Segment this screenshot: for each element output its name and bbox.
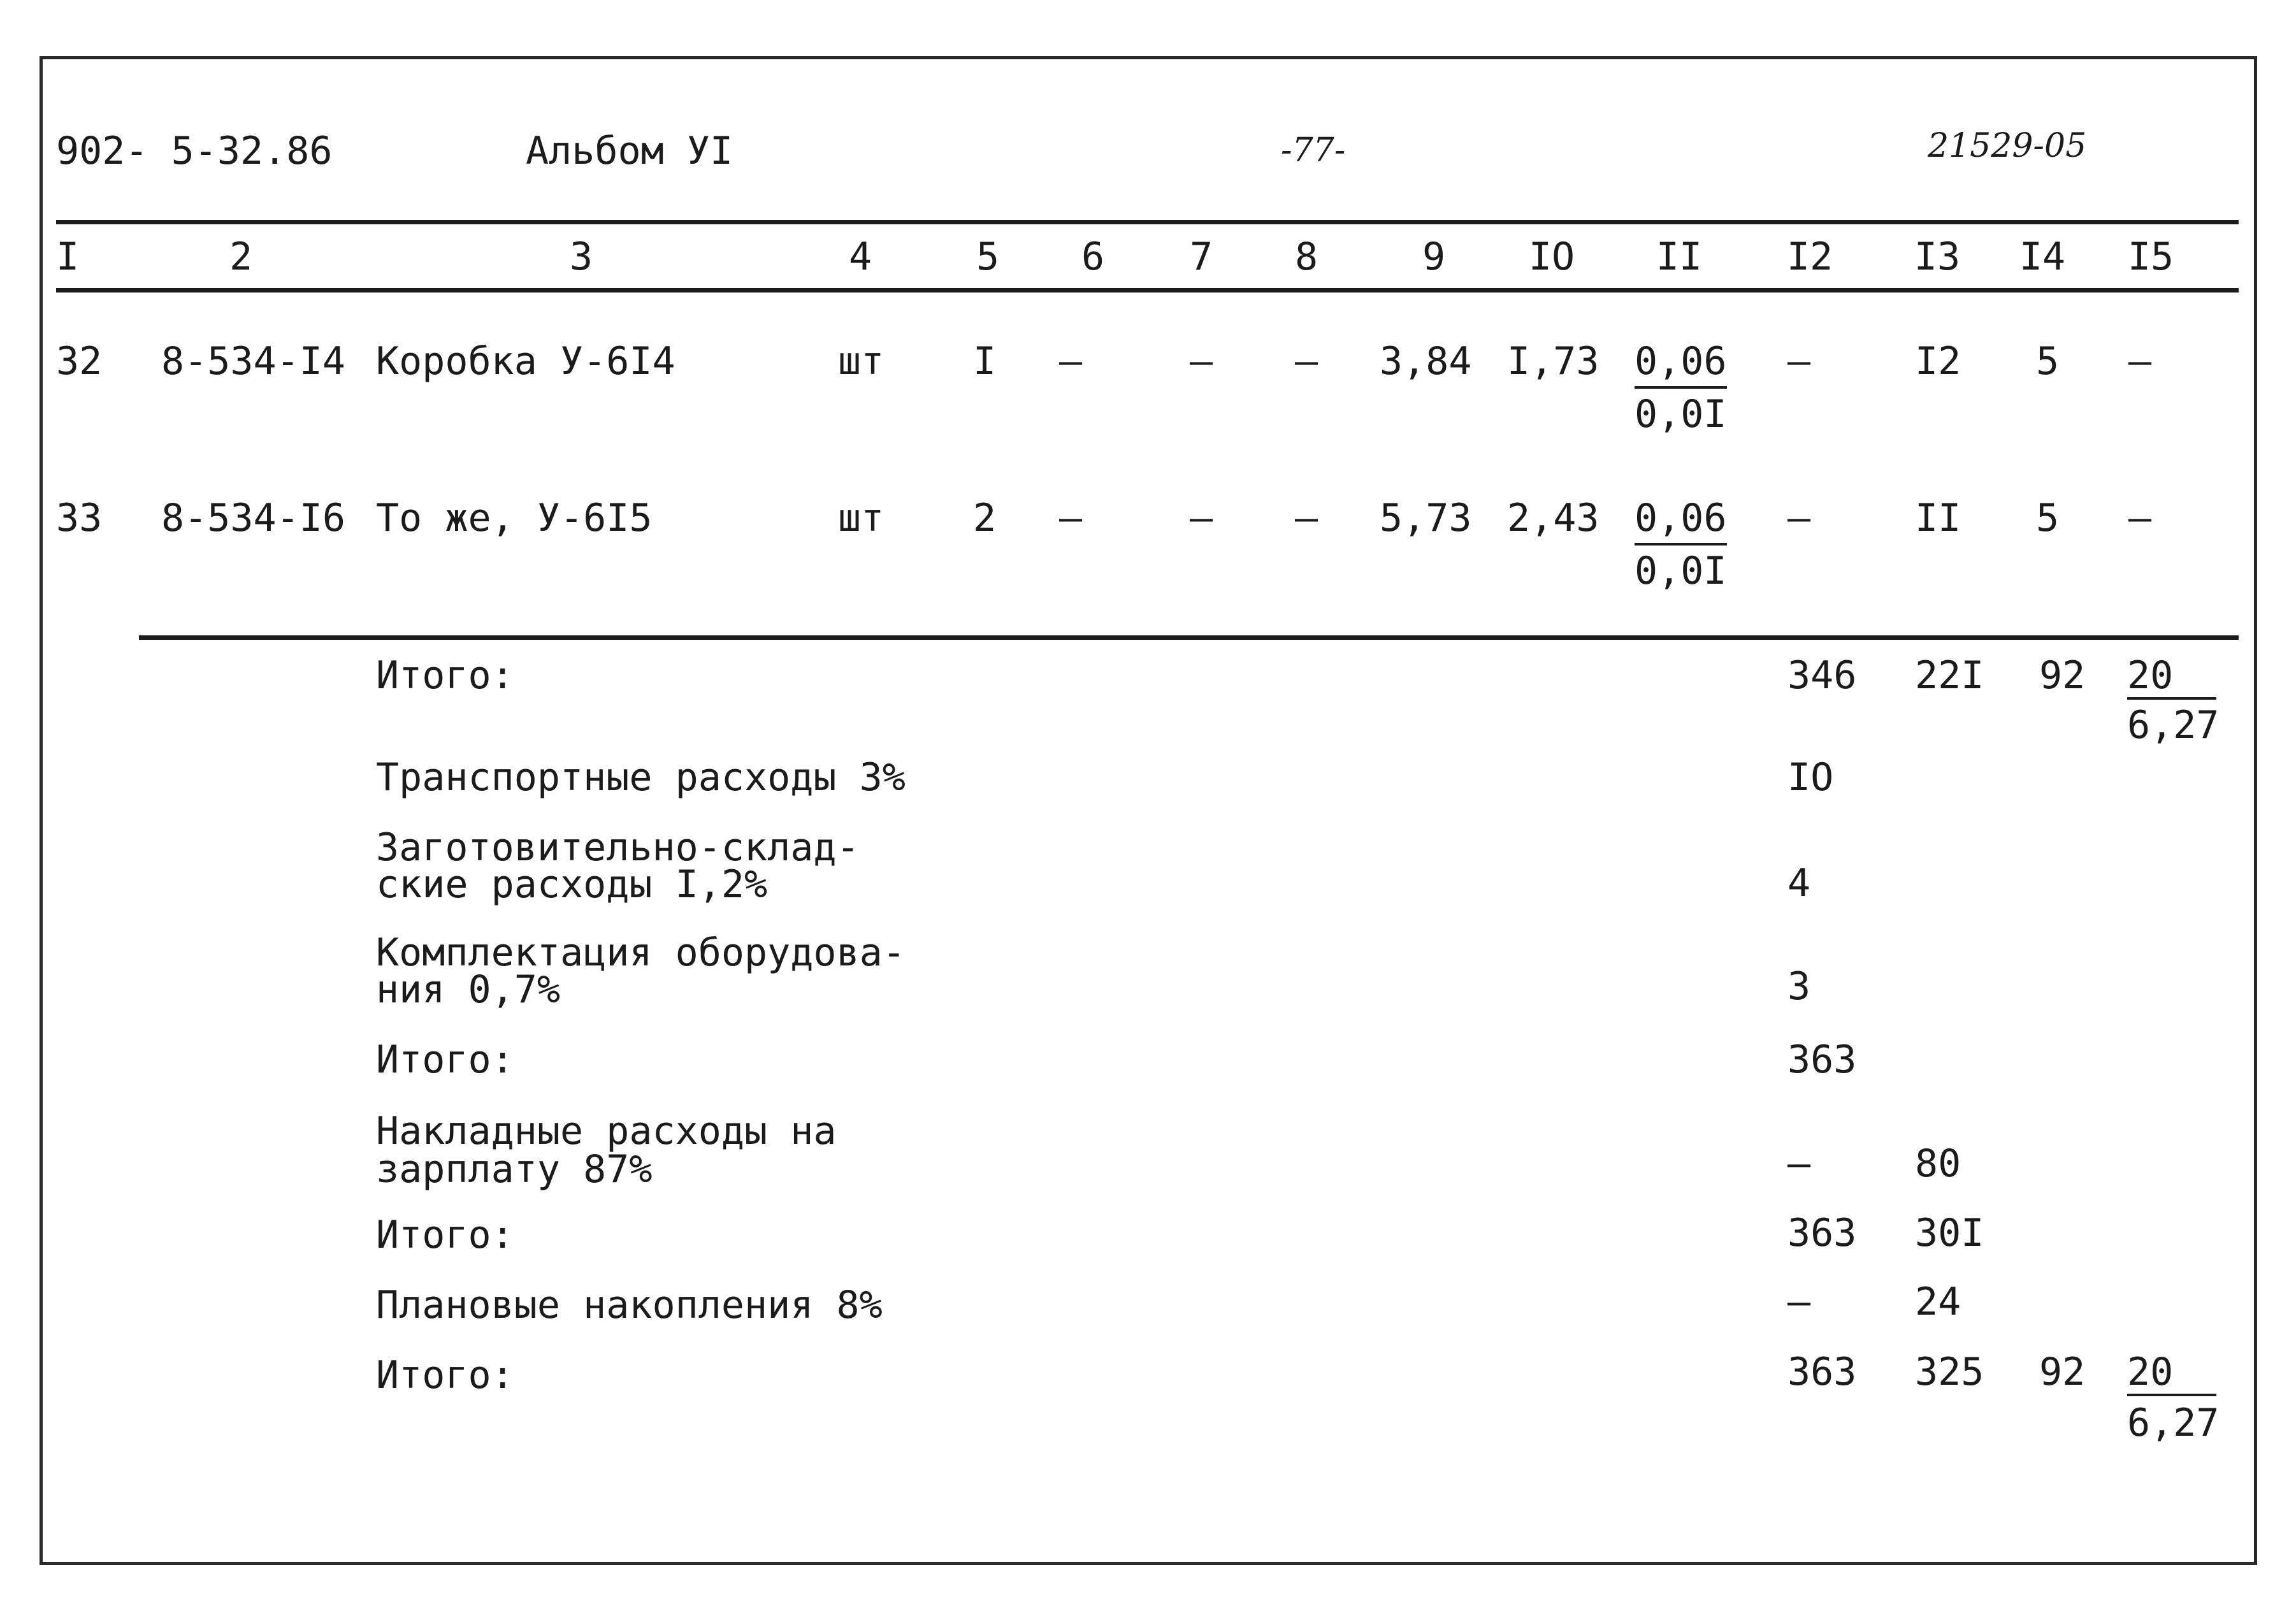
code-cell: 8-534-I6 <box>161 496 345 540</box>
col15-top-number: 20 <box>2127 656 2216 700</box>
col13-cell: I2 <box>1915 339 1961 384</box>
stamp-number: 21529-05 <box>1928 127 2087 165</box>
col15-cell: – <box>2128 496 2152 540</box>
col15-cell: – <box>2128 339 2152 384</box>
col-header-14: I4 <box>2019 235 2066 279</box>
col-header-12: I2 <box>1786 235 1833 279</box>
col12-value: 363 <box>1787 1037 1857 1082</box>
summary-label-line1: Накладные расходы на <box>376 1109 837 1153</box>
col13-value: 22I <box>1915 653 1984 698</box>
col11-top-value: 0,06 <box>1635 339 1727 389</box>
col7-cell: – <box>1189 339 1213 384</box>
col8-cell: – <box>1294 339 1318 384</box>
col13-value: 325 <box>1915 1350 1984 1394</box>
col14-cell: 5 <box>2036 339 2060 384</box>
col14-value: 92 <box>2039 653 2086 698</box>
summary-label-line1: Комплектация оборудова- <box>376 930 906 975</box>
col-header-2: 2 <box>229 235 253 279</box>
summary-label-line2: зарплату 87% <box>376 1147 653 1192</box>
totals-separator <box>139 635 2239 640</box>
col13-value: 24 <box>1915 1280 1961 1324</box>
qty-cell: 2 <box>972 496 997 540</box>
summary-label: Итого: <box>376 1213 514 1257</box>
col-header-9: 9 <box>1422 235 1446 279</box>
col-header-13: I3 <box>1914 235 1961 279</box>
col12-value: 4 <box>1787 861 1811 906</box>
col13-cell: II <box>1915 496 1961 540</box>
album-title: Альбом УІ <box>526 129 733 173</box>
col-header-6: 6 <box>1081 235 1105 279</box>
summary-label: Итого: <box>376 653 514 698</box>
summary-label: Итого: <box>376 1353 514 1398</box>
col6-cell: – <box>1058 496 1083 540</box>
page-number: -77- <box>1281 131 1346 170</box>
col-header-5: 5 <box>976 235 1000 279</box>
unit-cell: шт <box>838 496 884 540</box>
col15-top-number: 20 <box>2127 1353 2216 1396</box>
col14-cell: 5 <box>2036 496 2060 540</box>
col-header-3: 3 <box>569 235 593 279</box>
qty-cell: I <box>972 339 997 384</box>
col12-value: – <box>1787 1280 1811 1324</box>
summary-label: Итого: <box>376 1037 514 1082</box>
col11-top-value: 0,06 <box>1635 496 1727 545</box>
unit-cell: шт <box>838 339 884 384</box>
row-number: 32 <box>56 339 103 384</box>
code-cell: 8-534-I4 <box>161 339 345 384</box>
col13-value: 30I <box>1915 1211 1984 1255</box>
col12-value: 363 <box>1787 1211 1857 1255</box>
col12-value: – <box>1787 1141 1811 1186</box>
col10-cell: I,73 <box>1507 339 1599 384</box>
col11-top-cell <box>1635 339 1727 384</box>
col13-value: 80 <box>1915 1141 1961 1186</box>
col12-value: 346 <box>1787 653 1857 698</box>
col9-cell: 5,73 <box>1380 496 1472 540</box>
col15-top-value <box>2127 1350 2216 1396</box>
summary-label-line2: ния 0,7% <box>376 967 560 1012</box>
header-rule-bottom <box>56 288 2239 293</box>
col14-value: 92 <box>2039 1350 2086 1394</box>
col12-value: IO <box>1787 755 1834 800</box>
col9-cell: 3,84 <box>1380 339 1472 384</box>
col-header-15: I5 <box>2127 235 2174 279</box>
col12-value: 363 <box>1787 1350 1857 1394</box>
col8-cell: – <box>1294 496 1318 540</box>
col12-value: 3 <box>1787 964 1811 1009</box>
col6-cell: – <box>1058 339 1083 384</box>
row-number: 33 <box>56 496 103 540</box>
col-header-11: II <box>1656 235 1703 279</box>
col15-bottom-value: 6,27 <box>2127 703 2220 748</box>
col10-cell: 2,43 <box>1507 496 1599 540</box>
col-header-1: I <box>56 235 80 279</box>
name-cell: То же, У-6I5 <box>376 496 653 540</box>
col15-bottom-value: 6,27 <box>2127 1401 2220 1445</box>
col11-bottom-cell: 0,0I <box>1635 392 1727 437</box>
summary-label: Транспортные расходы 3% <box>376 755 906 800</box>
col-header-4: 4 <box>848 235 872 279</box>
col12-cell: – <box>1787 339 1811 384</box>
col11-bottom-cell: 0,0I <box>1635 549 1727 593</box>
col-header-10: IO <box>1528 235 1575 279</box>
col-header-8: 8 <box>1294 235 1318 279</box>
page-frame <box>40 56 2257 1565</box>
col7-cell: – <box>1189 496 1213 540</box>
col15-top-value <box>2127 653 2216 700</box>
col-header-7: 7 <box>1189 235 1213 279</box>
col11-top-cell <box>1635 496 1727 540</box>
summary-label-line1: Заготовительно-склад- <box>376 825 860 870</box>
doc-code: 902- 5-32.86 <box>56 129 333 173</box>
summary-label-line2: ские расходы I,2% <box>376 862 768 907</box>
summary-label: Плановые накопления 8% <box>376 1283 883 1327</box>
col12-cell: – <box>1787 496 1811 540</box>
name-cell: Коробка У-6I4 <box>376 339 675 384</box>
header-rule-top <box>56 220 2239 224</box>
